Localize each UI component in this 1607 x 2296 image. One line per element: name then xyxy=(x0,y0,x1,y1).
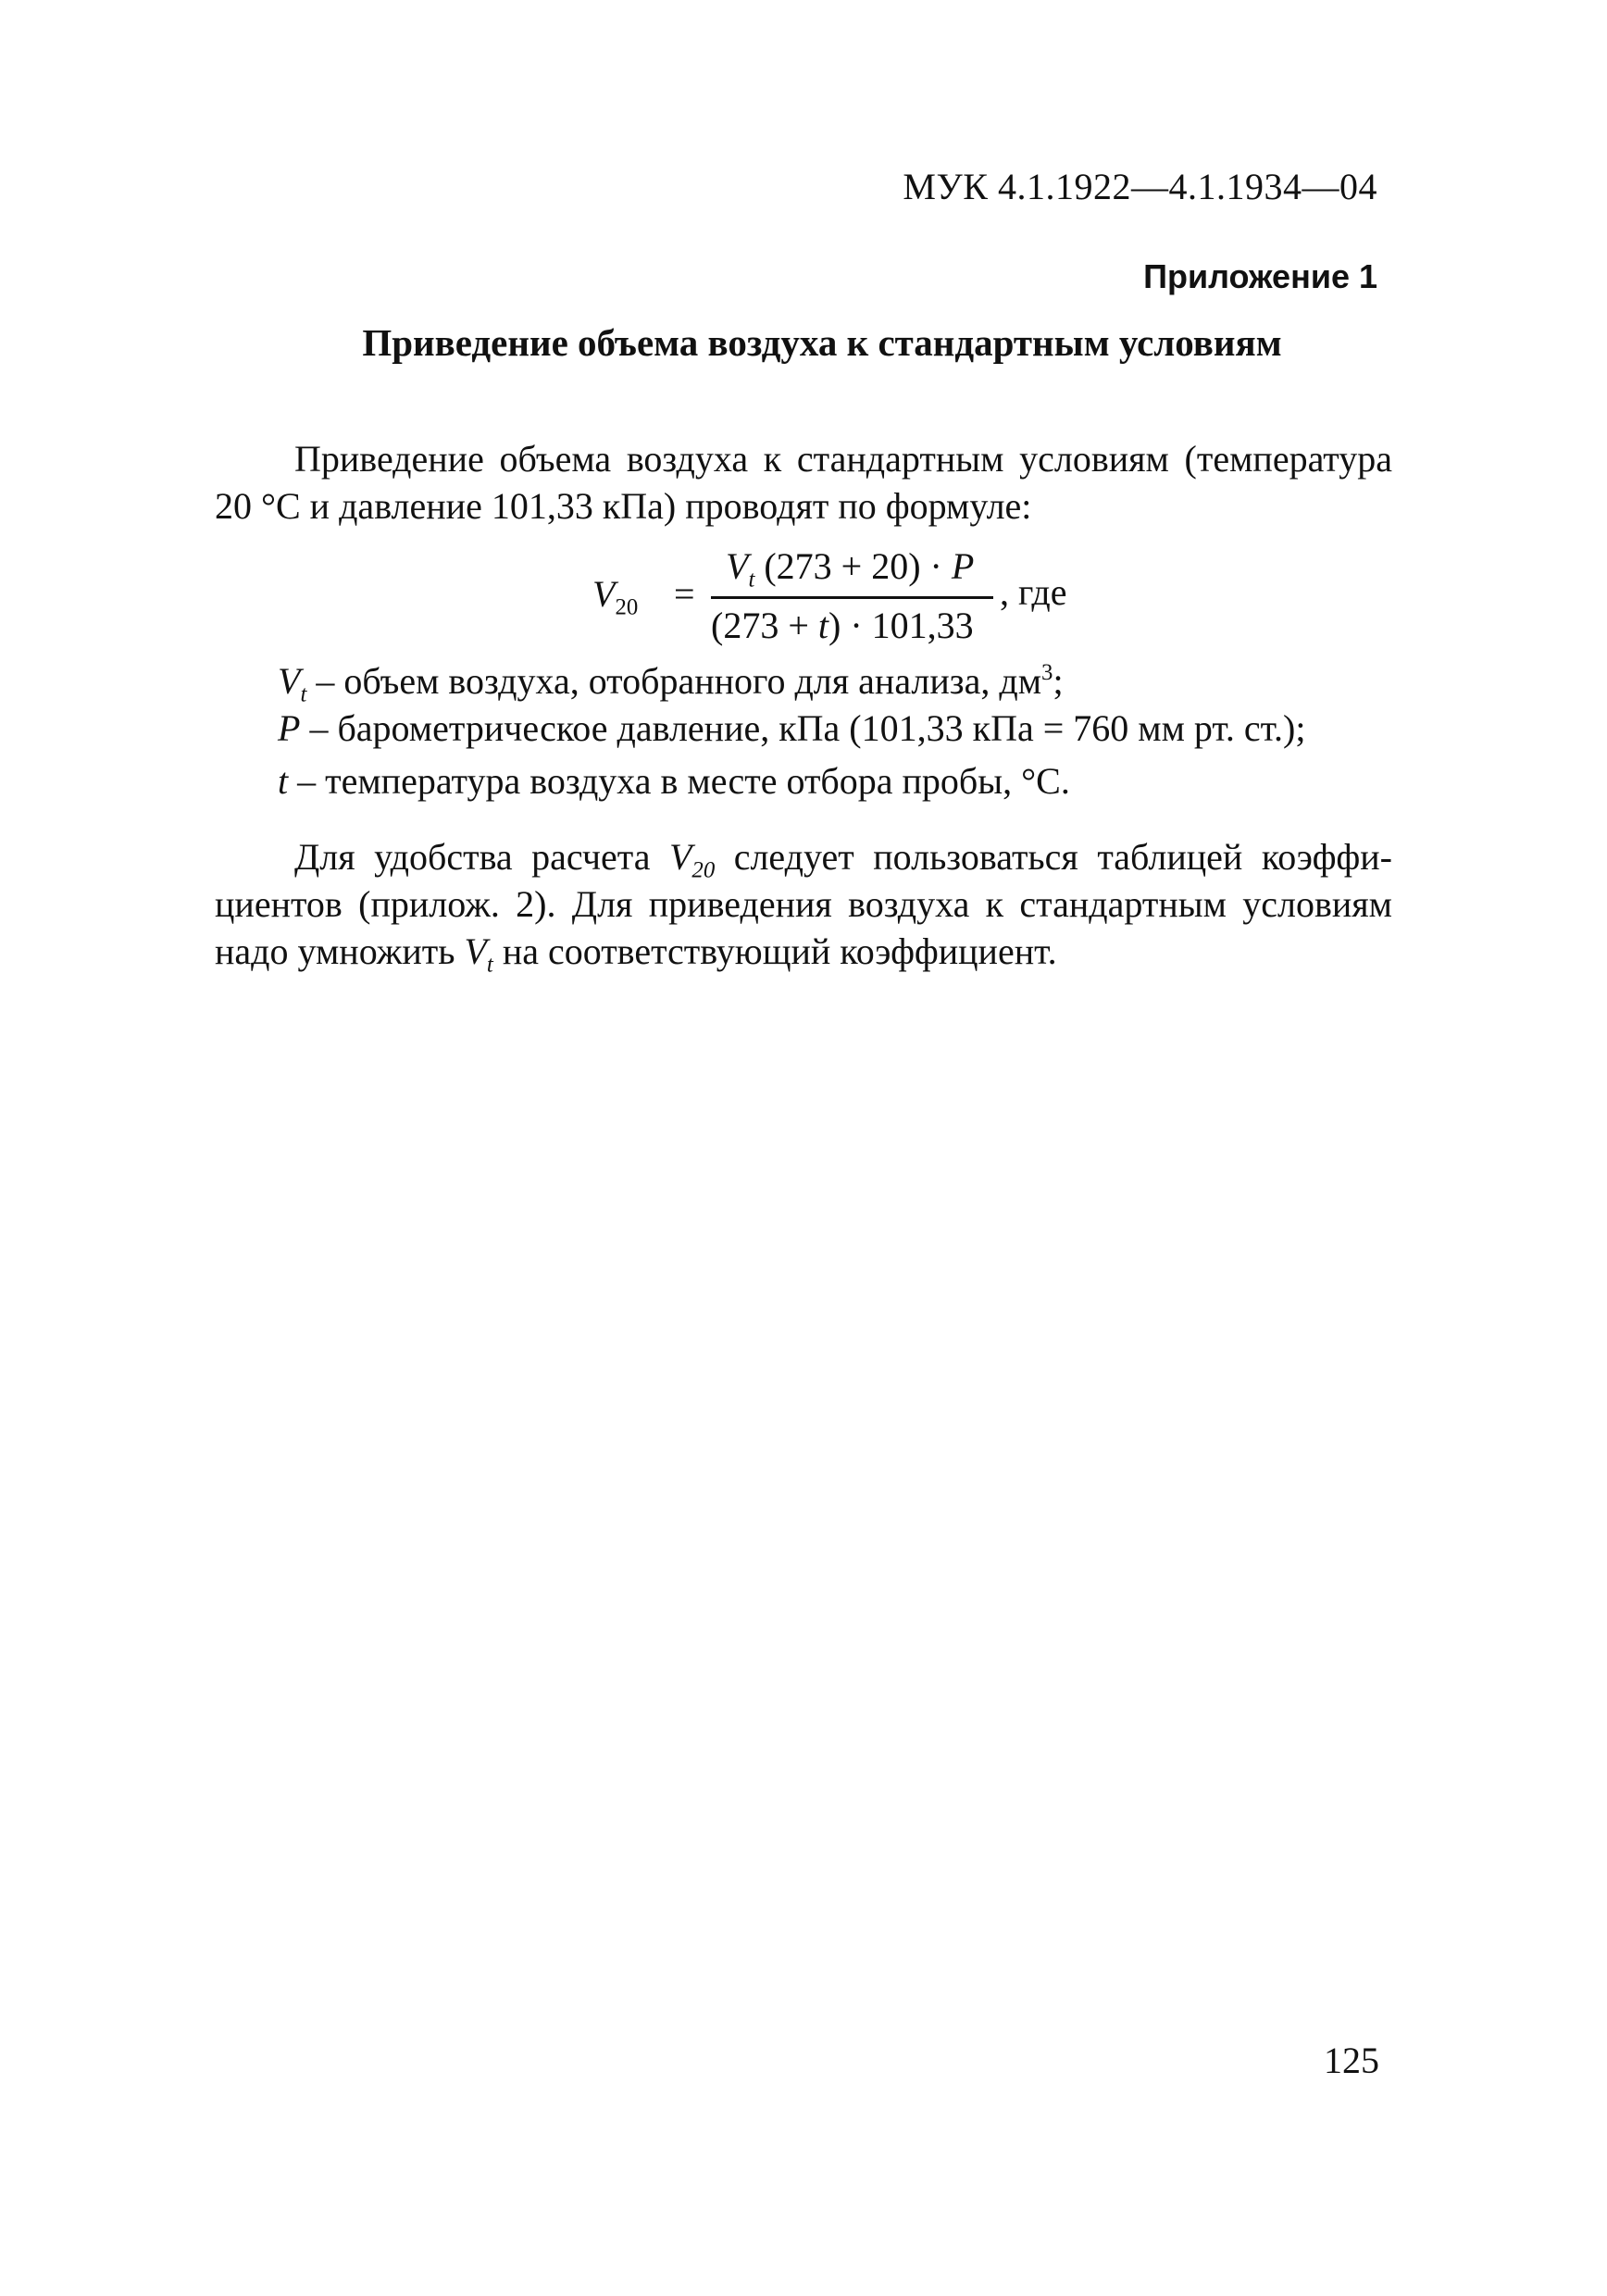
formula xyxy=(592,544,1067,654)
intro-line-2: 20 °С и давление 101,33 кПа) проводят по формуле: xyxy=(215,485,1032,527)
definition-t: t – температура воздуха в месте отбора пробы, °С. xyxy=(278,760,1070,802)
note-line-2: циентов (прилож. 2). Для приведения воздуха к стандартным условиям xyxy=(215,883,1392,925)
note-line-1: Для удобства расчета $V_{20}$ следует пользоваться таблицей коэффи- xyxy=(294,836,1392,883)
formula-equals: = xyxy=(674,573,695,615)
appendix-label: Приложение 1 xyxy=(1143,257,1377,295)
formula-numerator: $V_t$ (273 + 20) · P xyxy=(726,545,975,593)
definition-p: P – барометрическое давление, кПа (101,33 кПа = 760 мм рт. ст.); xyxy=(278,707,1306,749)
note-paragraph xyxy=(215,833,1392,978)
intro-line-1: Приведение объема воздуха к стандартным условиям (температура xyxy=(294,438,1392,480)
formula-denominator: (273 + t) · 101,33 xyxy=(711,605,974,646)
intro-paragraph xyxy=(215,435,1392,530)
definition-vt: $V_t$ – объем воздуха, отобранного для анализа, $дм^3$; xyxy=(278,660,1064,707)
fraction-bar xyxy=(711,596,993,599)
note-line-3: надо умножить $V_t$ на соответствующий коэффициент. xyxy=(215,930,1057,978)
document-code: МУК 4.1.1922—4.1.1934—04 xyxy=(903,166,1377,207)
formula-lhs: $V_{20}$ xyxy=(592,573,639,620)
page-number: 125 xyxy=(1324,2040,1379,2081)
section-title: Приведение объема воздуха к стандартным условиям xyxy=(362,321,1282,364)
formula-tail: , где xyxy=(1000,571,1067,613)
